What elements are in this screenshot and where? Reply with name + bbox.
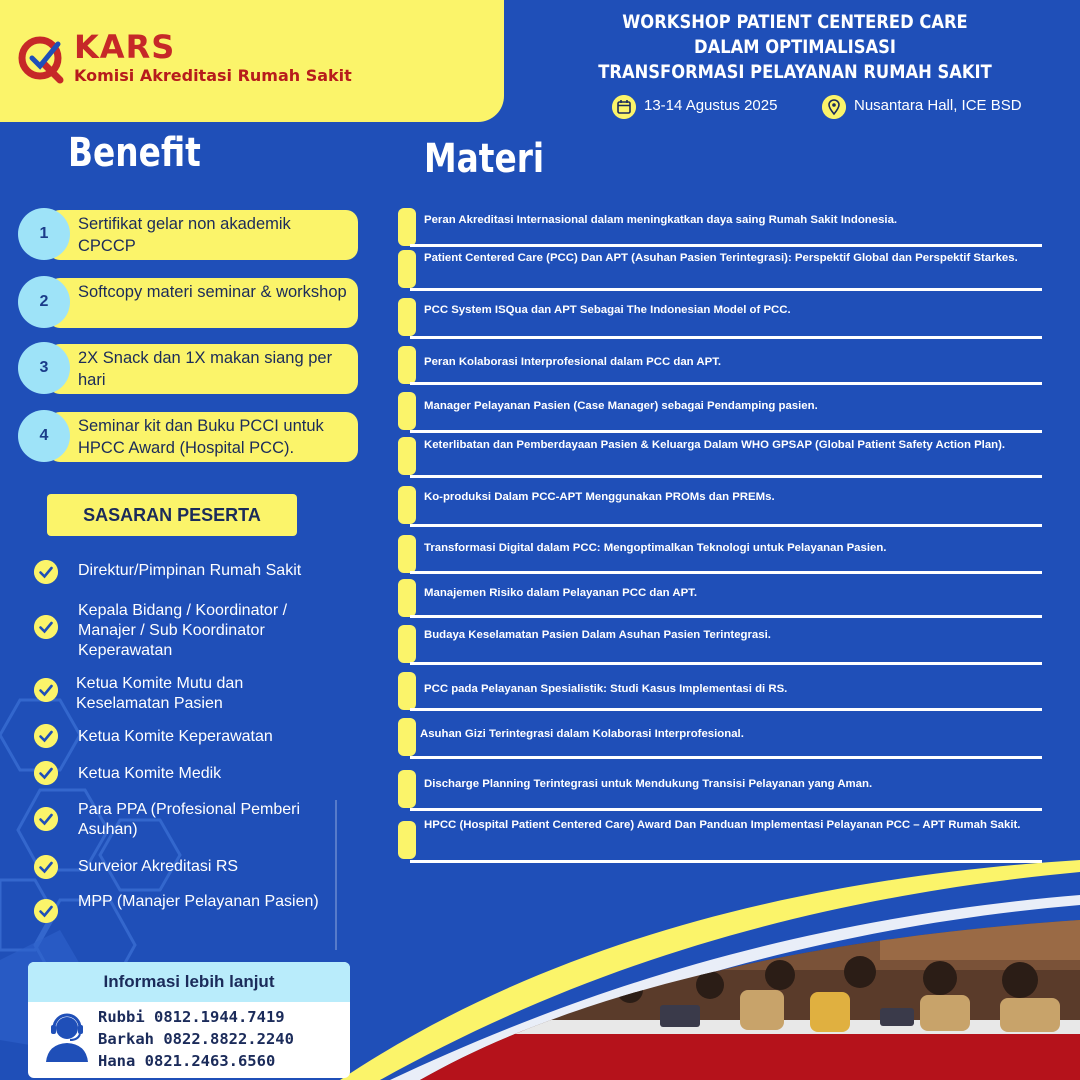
check-circle-icon [34,724,58,748]
contact-card [28,962,350,1078]
target-text: Kepala Bidang / Koordinator / Manajer / Sub Koordinator Keperawatan [78,602,288,659]
materi-marker [398,579,416,617]
materi-text: Ko-produksi Dalam PCC-APT Menggunakan PROMs dan PREMs. [424,491,775,503]
event-title [593,10,997,85]
benefit-item [18,208,358,262]
target-text: Direktur/Pimpinan Rumah Sakit [78,562,302,579]
materi-marker [398,535,416,573]
benefit-text: Seminar kit dan Buku PCCI untuk HPCC Award (Hospital PCC). [48,412,358,462]
logo-brand: KARS [74,28,176,66]
event-title-line: TRANSFORMASI PELAYANAN RUMAH SAKIT [598,61,992,83]
materi-marker [398,486,416,524]
materi-divider [410,571,1042,574]
contact-phone: Rubbi 0812.1944.7419 [98,1008,285,1026]
kars-logo-icon [14,34,72,84]
materi-marker [398,770,416,808]
materi-divider [410,524,1042,527]
target-text: Surveior Akreditasi RS [78,858,239,875]
materi-marker [398,625,416,663]
benefit-number: 4 [18,410,70,462]
benefit-text: 2X Snack dan 1X makan siang per hari [48,344,358,394]
benefit-item [18,276,358,330]
benefit-text: Softcopy materi seminar & workshop [48,278,358,328]
check-circle-icon [34,761,58,785]
materi-marker [398,821,416,859]
benefit-item [18,342,358,396]
materi-text: PCC System ISQua dan APT Sebagai The Indonesian Model of PCC. [424,304,791,316]
materi-divider [410,336,1042,339]
materi-divider [410,756,1042,759]
contact-phone: Barkah 0822.8822.2240 [98,1030,294,1048]
benefit-number: 2 [18,276,70,328]
materi-text: Peran Kolaborasi Interprofesional dalam PCC dan APT. [424,356,722,368]
materi-divider [410,382,1042,385]
materi-heading: Materi [424,136,545,182]
event-venue: Nusantara Hall, ICE BSD [854,97,1022,114]
materi-text: Patient Centered Care (PCC) Dan APT (Asuhan Pasien Terintegrasi): Perspektif Global dan Perspektif Starkes. [424,252,1018,264]
check-circle-icon [34,678,58,702]
materi-text: Keterlibatan dan Pemberdayaan Pasien & Keluarga Dalam WHO GPSAP (Global Patient Safety Action Plan). [424,439,1006,451]
target-text: Ketua Komite Mutu dan Keselamatan Pasien [76,675,244,712]
event-title-line: WORKSHOP PATIENT CENTERED CARE [622,11,968,33]
materi-marker [398,208,416,246]
materi-marker [398,298,416,336]
target-text: Para PPA (Profesional Pemberi Asuhan) [78,801,301,838]
materi-text: Peran Akreditasi Internasional dalam meningkatkan daya saing Rumah Sakit Indonesia. [424,214,898,226]
target-text: MPP (Manajer Pelayanan Pasien) [78,893,319,910]
target-text: Ketua Komite Medik [78,765,222,782]
target-text: Ketua Komite Keperawatan [78,728,273,745]
customer-service-icon [44,1012,90,1062]
benefit-item [18,410,358,464]
logo-panel [0,0,504,122]
benefit-text: Sertifikat gelar non akademik CPCCP [48,210,358,260]
contact-heading: Informasi lebih lanjut [28,962,350,1002]
materi-text: Transformasi Digital dalam PCC: Mengoptimalkan Teknologi untuk Pelayanan Pasien. [424,542,887,554]
benefit-heading: Benefit [68,130,201,176]
materi-marker [398,250,416,288]
calendar-icon [612,95,636,119]
materi-text: PCC pada Pelayanan Spesialistik: Studi Kasus Implementasi di RS. [424,683,788,695]
check-circle-icon [34,807,58,831]
materi-divider [410,430,1042,433]
sasaran-heading: SASARAN PESERTA [47,494,297,536]
check-circle-icon [34,615,58,639]
materi-divider [410,860,1042,863]
check-circle-icon [34,560,58,584]
materi-divider [410,244,1042,247]
materi-text: Budaya Keselamatan Pasien Dalam Asuhan Pasien Terintegrasi. [424,629,771,641]
materi-marker [398,437,416,475]
location-pin-icon [822,95,846,119]
materi-divider [410,475,1042,478]
materi-divider [410,708,1042,711]
materi-text: Asuhan Gizi Terintegrasi dalam Kolaborasi Interprofesional. [420,728,744,740]
materi-divider [410,288,1042,291]
materi-divider [410,808,1042,811]
check-circle-icon [34,855,58,879]
materi-marker [398,672,416,710]
logo-subtitle: Komisi Akreditasi Rumah Sakit [74,66,352,85]
materi-text: Manajemen Risiko dalam Pelayanan PCC dan APT. [424,587,698,599]
event-photo [360,880,1080,1080]
check-circle-icon [34,899,58,923]
contact-phone: Hana 0821.2463.6560 [98,1052,276,1070]
materi-marker [398,346,416,384]
benefit-number: 3 [18,342,70,394]
event-title-line: DALAM OPTIMALISASI [694,36,896,58]
materi-text: Discharge Planning Terintegrasi untuk Mendukung Transisi Pelayanan yang Aman. [424,778,873,790]
materi-divider [410,662,1042,665]
materi-marker [398,718,416,756]
event-date: 13-14 Agustus 2025 [644,97,778,114]
materi-text: HPCC (Hospital Patient Centered Care) Award Dan Panduan Implementasi Pelayanan PCC – APT Rumah Sakit. [424,819,1021,831]
materi-text: Manager Pelayanan Pasien (Case Manager) sebagai Pendamping pasien. [424,400,818,412]
benefit-number: 1 [18,208,70,260]
materi-marker [398,392,416,430]
materi-divider [410,615,1042,618]
